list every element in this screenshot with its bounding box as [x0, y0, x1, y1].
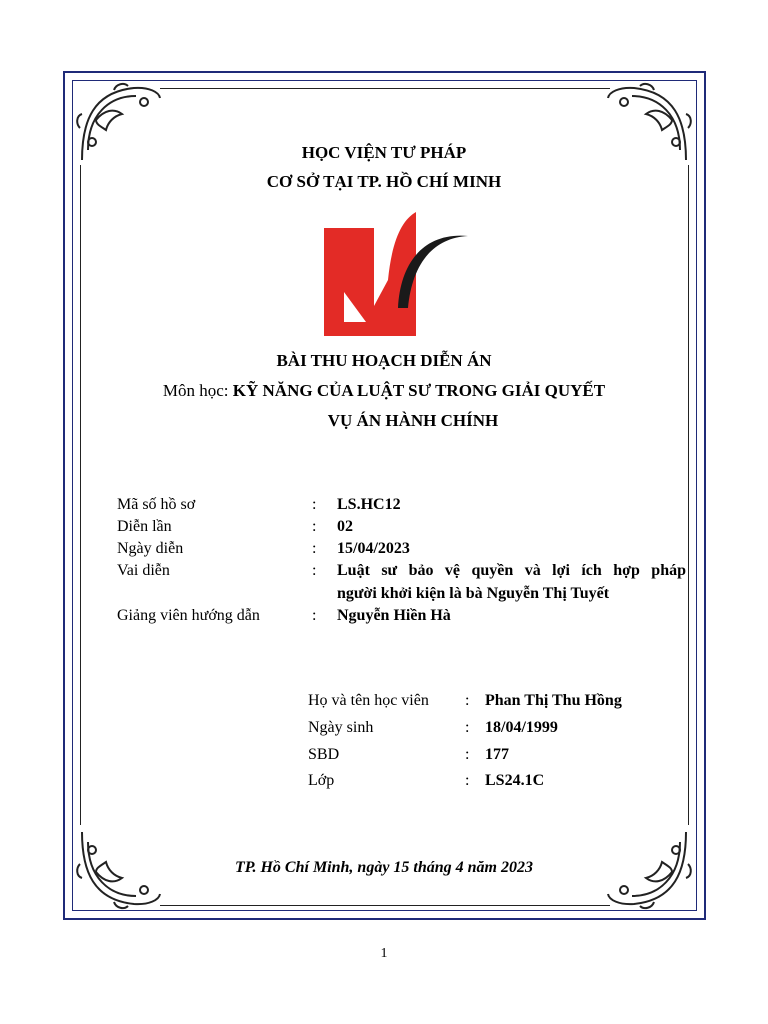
performance-count-value: 02 — [337, 518, 353, 535]
performance-count-label: Diễn lần — [117, 518, 172, 535]
instructor-value: Nguyễn Hiền Hà — [337, 607, 451, 624]
class-colon: : — [465, 772, 470, 789]
birth-date-value: 18/04/1999 — [485, 719, 558, 736]
case-id-label: Mã số hồ sơ — [117, 496, 196, 513]
case-id-colon: : — [312, 496, 317, 513]
class-value: LS24.1C — [485, 772, 545, 789]
subject-name-part-2: VỤ ÁN HÀNH CHÍNH — [327, 411, 499, 430]
performance-date-label: Ngày diễn — [117, 540, 184, 557]
instructor-label: Giảng viên hướng dẫn — [117, 607, 260, 624]
student-name-label: Họ và tên học viên — [308, 692, 429, 709]
birth-date-label: Ngày sinh — [308, 719, 374, 736]
class-label: Lớp — [308, 772, 335, 789]
ornament-line-right — [688, 165, 689, 825]
birth-date-colon: : — [465, 719, 470, 736]
institution-logo — [322, 210, 472, 336]
candidate-number-label: SBD — [308, 746, 340, 763]
campus-name: CƠ SỞ TẠI TP. HỒ CHÍ MINH — [266, 172, 502, 191]
report-title: BÀI THU HOẠCH DIỄN ÁN — [276, 351, 492, 370]
ornament-line-top — [160, 88, 610, 89]
performance-count-colon: : — [312, 518, 317, 535]
role-label: Vai diễn — [117, 562, 170, 579]
student-name-colon: : — [465, 692, 470, 709]
ornament-line-bottom — [160, 905, 610, 906]
student-name-value: Phan Thị Thu Hồng — [485, 692, 622, 709]
performance-date-value: 15/04/2023 — [337, 540, 410, 557]
institution-name: HỌC VIỆN TƯ PHÁP — [301, 143, 467, 162]
subject-line-1 — [0, 381, 768, 401]
performance-date-colon: : — [312, 540, 317, 557]
page-number: 1 — [380, 946, 388, 961]
candidate-number-value: 177 — [485, 746, 509, 763]
role-value-line-2: người khởi kiện là bà Nguyễn Thị Tuyết — [337, 585, 610, 602]
case-id-value: LS.HC12 — [337, 496, 401, 513]
place-and-date: TP. Hồ Chí Minh, ngày 15 tháng 4 năm 2023 — [235, 859, 533, 876]
role-colon: : — [312, 562, 317, 579]
role-value-line-1: Luật sư bảo vệ quyền và lợi ích hợp pháp — [337, 562, 686, 579]
subject-name-part-1: KỸ NĂNG CỦA LUẬT SƯ TRONG GIẢI QUYẾT — [232, 381, 606, 400]
subject-label: Môn học: — [162, 381, 229, 400]
ornament-line-left — [80, 165, 81, 825]
instructor-colon: : — [312, 607, 317, 624]
candidate-number-colon: : — [465, 746, 470, 763]
